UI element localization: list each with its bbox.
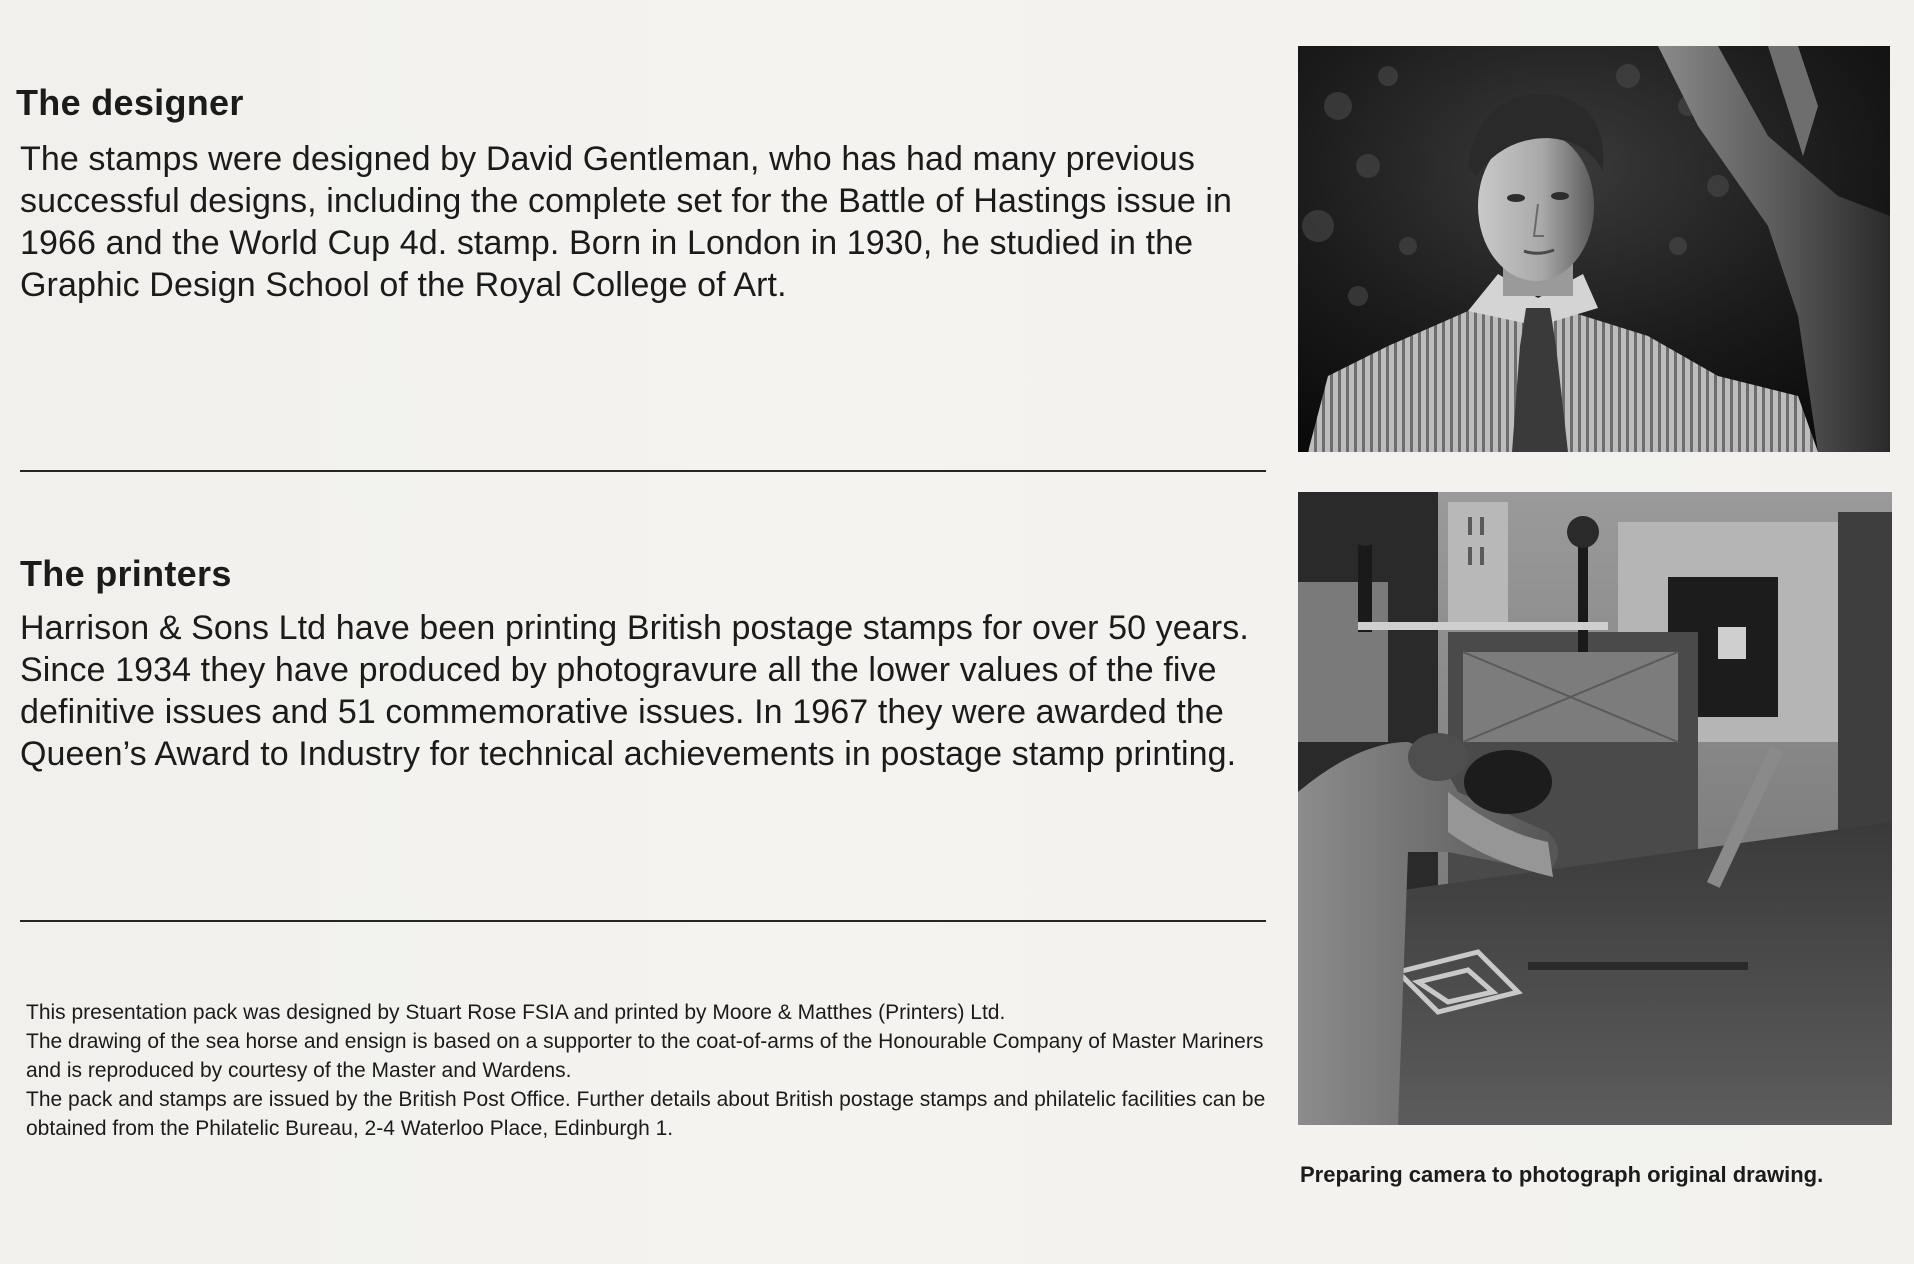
designer-heading: The designer bbox=[16, 82, 244, 123]
printers-heading: The printers bbox=[20, 553, 232, 594]
designer-portrait-photo bbox=[1298, 46, 1890, 452]
camera-photo-caption: Preparing camera to photograph original drawing. bbox=[1300, 1162, 1824, 1187]
camera-room-photo bbox=[1298, 492, 1892, 1125]
section-divider bbox=[20, 920, 1266, 922]
camera-image bbox=[1298, 492, 1892, 1125]
credits-issuer-line: The pack and stamps are issued by the British Post Office. Further details about British postage stamps and philatelic facilities can be obtained from the Philatelic Bureau, 2-4 Waterloo Place, Edinburgh 1. bbox=[26, 1088, 1266, 1140]
designer-body: The stamps were designed by David Gentleman, who has had many previous successful designs, including the complete set for the Battle of Hastings issue in 1966 and the World Cup 4d. stamp. Born in London in 1930, he studied in the Graphic Design School of the Royal College of Art. bbox=[20, 140, 1233, 304]
section-divider bbox=[20, 470, 1266, 472]
credits-block bbox=[26, 998, 1266, 1143]
portrait-image bbox=[1298, 46, 1890, 452]
credits-drawing-line: The drawing of the sea horse and ensign is based on a supporter to the coat-of-arms of the Honourable Company of Master Mariners and is reproduced by courtesy of the Master and Wardens. bbox=[26, 1030, 1264, 1082]
printers-body: Harrison & Sons Ltd have been printing British postage stamps for over 50 years. Since 1934 they have produced by photogravure all the lower values of the five definitive issues and 51 commemorative issues. In 1967 they were awarded the Queen’s Award to Industry for technical achievements in postage stamp printing. bbox=[20, 609, 1249, 773]
credits-design-line: This presentation pack was designed by Stuart Rose FSIA and printed by Moore & Matthes (Printers) Ltd. bbox=[26, 1001, 1006, 1024]
